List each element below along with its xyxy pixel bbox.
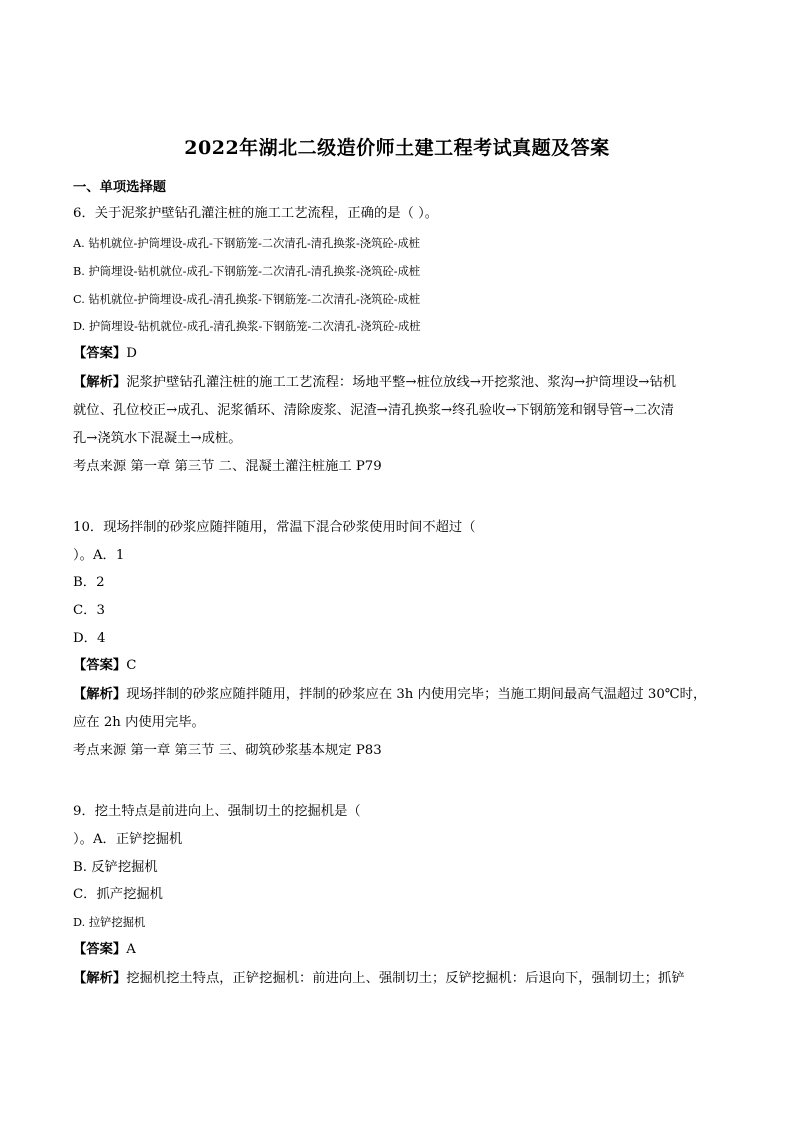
answer-tag: 【答案】 — [73, 658, 127, 673]
q9-answer — [73, 941, 136, 959]
q9-option-d: D. 拉铲挖掘机 — [73, 916, 146, 929]
q6-option-a: A. 钻机就位-护筒埋设-成孔-下钢筋笼-二次清孔-清孔换浆-浇筑砼-成桩 — [73, 237, 421, 250]
q9-analysis-line — [73, 970, 685, 988]
q6-analysis-line-2: 就位、孔位校正→成孔、泥浆循环、清除废浆、泥渣→清孔换浆→终孔验收→下钢筋笼和钢导管→二次清 — [73, 403, 674, 418]
q6-option-d: D. 护筒埋设-钻机就位-成孔-清孔换浆-下钢筋笼-二次清孔-浇筑砼-成桩 — [73, 320, 421, 333]
section-heading: 一、单项选择题 — [73, 180, 167, 195]
q10-stem: 10．现场拌制的砂浆应随拌随用，常温下混合砂浆使用时间不超过（ — [73, 520, 476, 535]
q9-stem-line-2: ）。A．正铲挖掘机 — [73, 832, 183, 847]
analysis-tag: 【解析】 — [73, 971, 127, 986]
q10-option-c: C．3 — [73, 603, 105, 618]
q10-stem-line-2: ）。A．1 — [73, 548, 125, 563]
answer-tag: 【答案】 — [73, 942, 127, 957]
analysis-text: 挖掘机挖土特点，正铲挖掘机：前进向上、强制切土；反铲挖掘机：后退向下，强制切土；抓铲 — [126, 971, 685, 986]
q9-option-c: C．抓产挖掘机 — [73, 887, 163, 902]
analysis-tag: 【解析】 — [73, 375, 127, 390]
q6-option-b: B. 护筒埋设-钻机就位-成孔-下钢筋笼-二次清孔-清孔换浆-浇筑砼-成桩 — [73, 265, 421, 278]
analysis-text: 泥浆护壁钻孔灌注桩的施工工艺流程：场地平整→桩位放线→开挖浆池、浆沟→护筒埋设→钻机 — [126, 375, 677, 390]
answer-tag: 【答案】 — [73, 346, 127, 361]
q6-option-c: C. 钻机就位-护筒埋设-成孔-清孔换浆-下钢筋笼-二次清孔-浇筑砼-成桩 — [73, 293, 421, 306]
answer-value: C — [126, 658, 137, 673]
q10-answer — [73, 657, 136, 675]
q10-analysis-line-2: 应在 2h 内使用完毕。 — [73, 715, 205, 730]
q6-analysis-line — [73, 374, 676, 392]
q10-option-b: B．2 — [73, 575, 105, 590]
q10-option-d: D．4 — [73, 631, 106, 646]
q6-answer — [73, 345, 137, 363]
q9-option-b: B. 反铲挖掘机 — [73, 860, 158, 875]
analysis-tag: 【解析】 — [73, 687, 127, 702]
q6-source: 考点来源 第一章 第三节 二、混凝土灌注桩施工 P79 — [73, 459, 382, 474]
analysis-text: 现场拌制的砂浆应随拌随用，拌制的砂浆应在 3h 内使用完毕；当施工期间最高气温超过 30℃时， — [126, 687, 707, 702]
document-title: 2022年湖北二级造价师土建工程考试真题及答案 — [184, 137, 610, 159]
q9-stem: 9．挖土特点是前进向上、强制切土的挖掘机是（ — [73, 804, 361, 819]
q10-source: 考点来源 第一章 第三节 三、砌筑砂浆基本规定 P83 — [73, 743, 382, 758]
answer-value: D — [126, 346, 137, 361]
q6-analysis-line-3: 孔→浇筑水下混凝土→成桩。 — [73, 431, 242, 446]
q10-analysis-line — [73, 686, 706, 704]
answer-value: A — [126, 942, 136, 957]
q6-stem: 6．关于泥浆护壁钻孔灌注桩的施工工艺流程，正确的是（ ）。 — [73, 206, 439, 221]
